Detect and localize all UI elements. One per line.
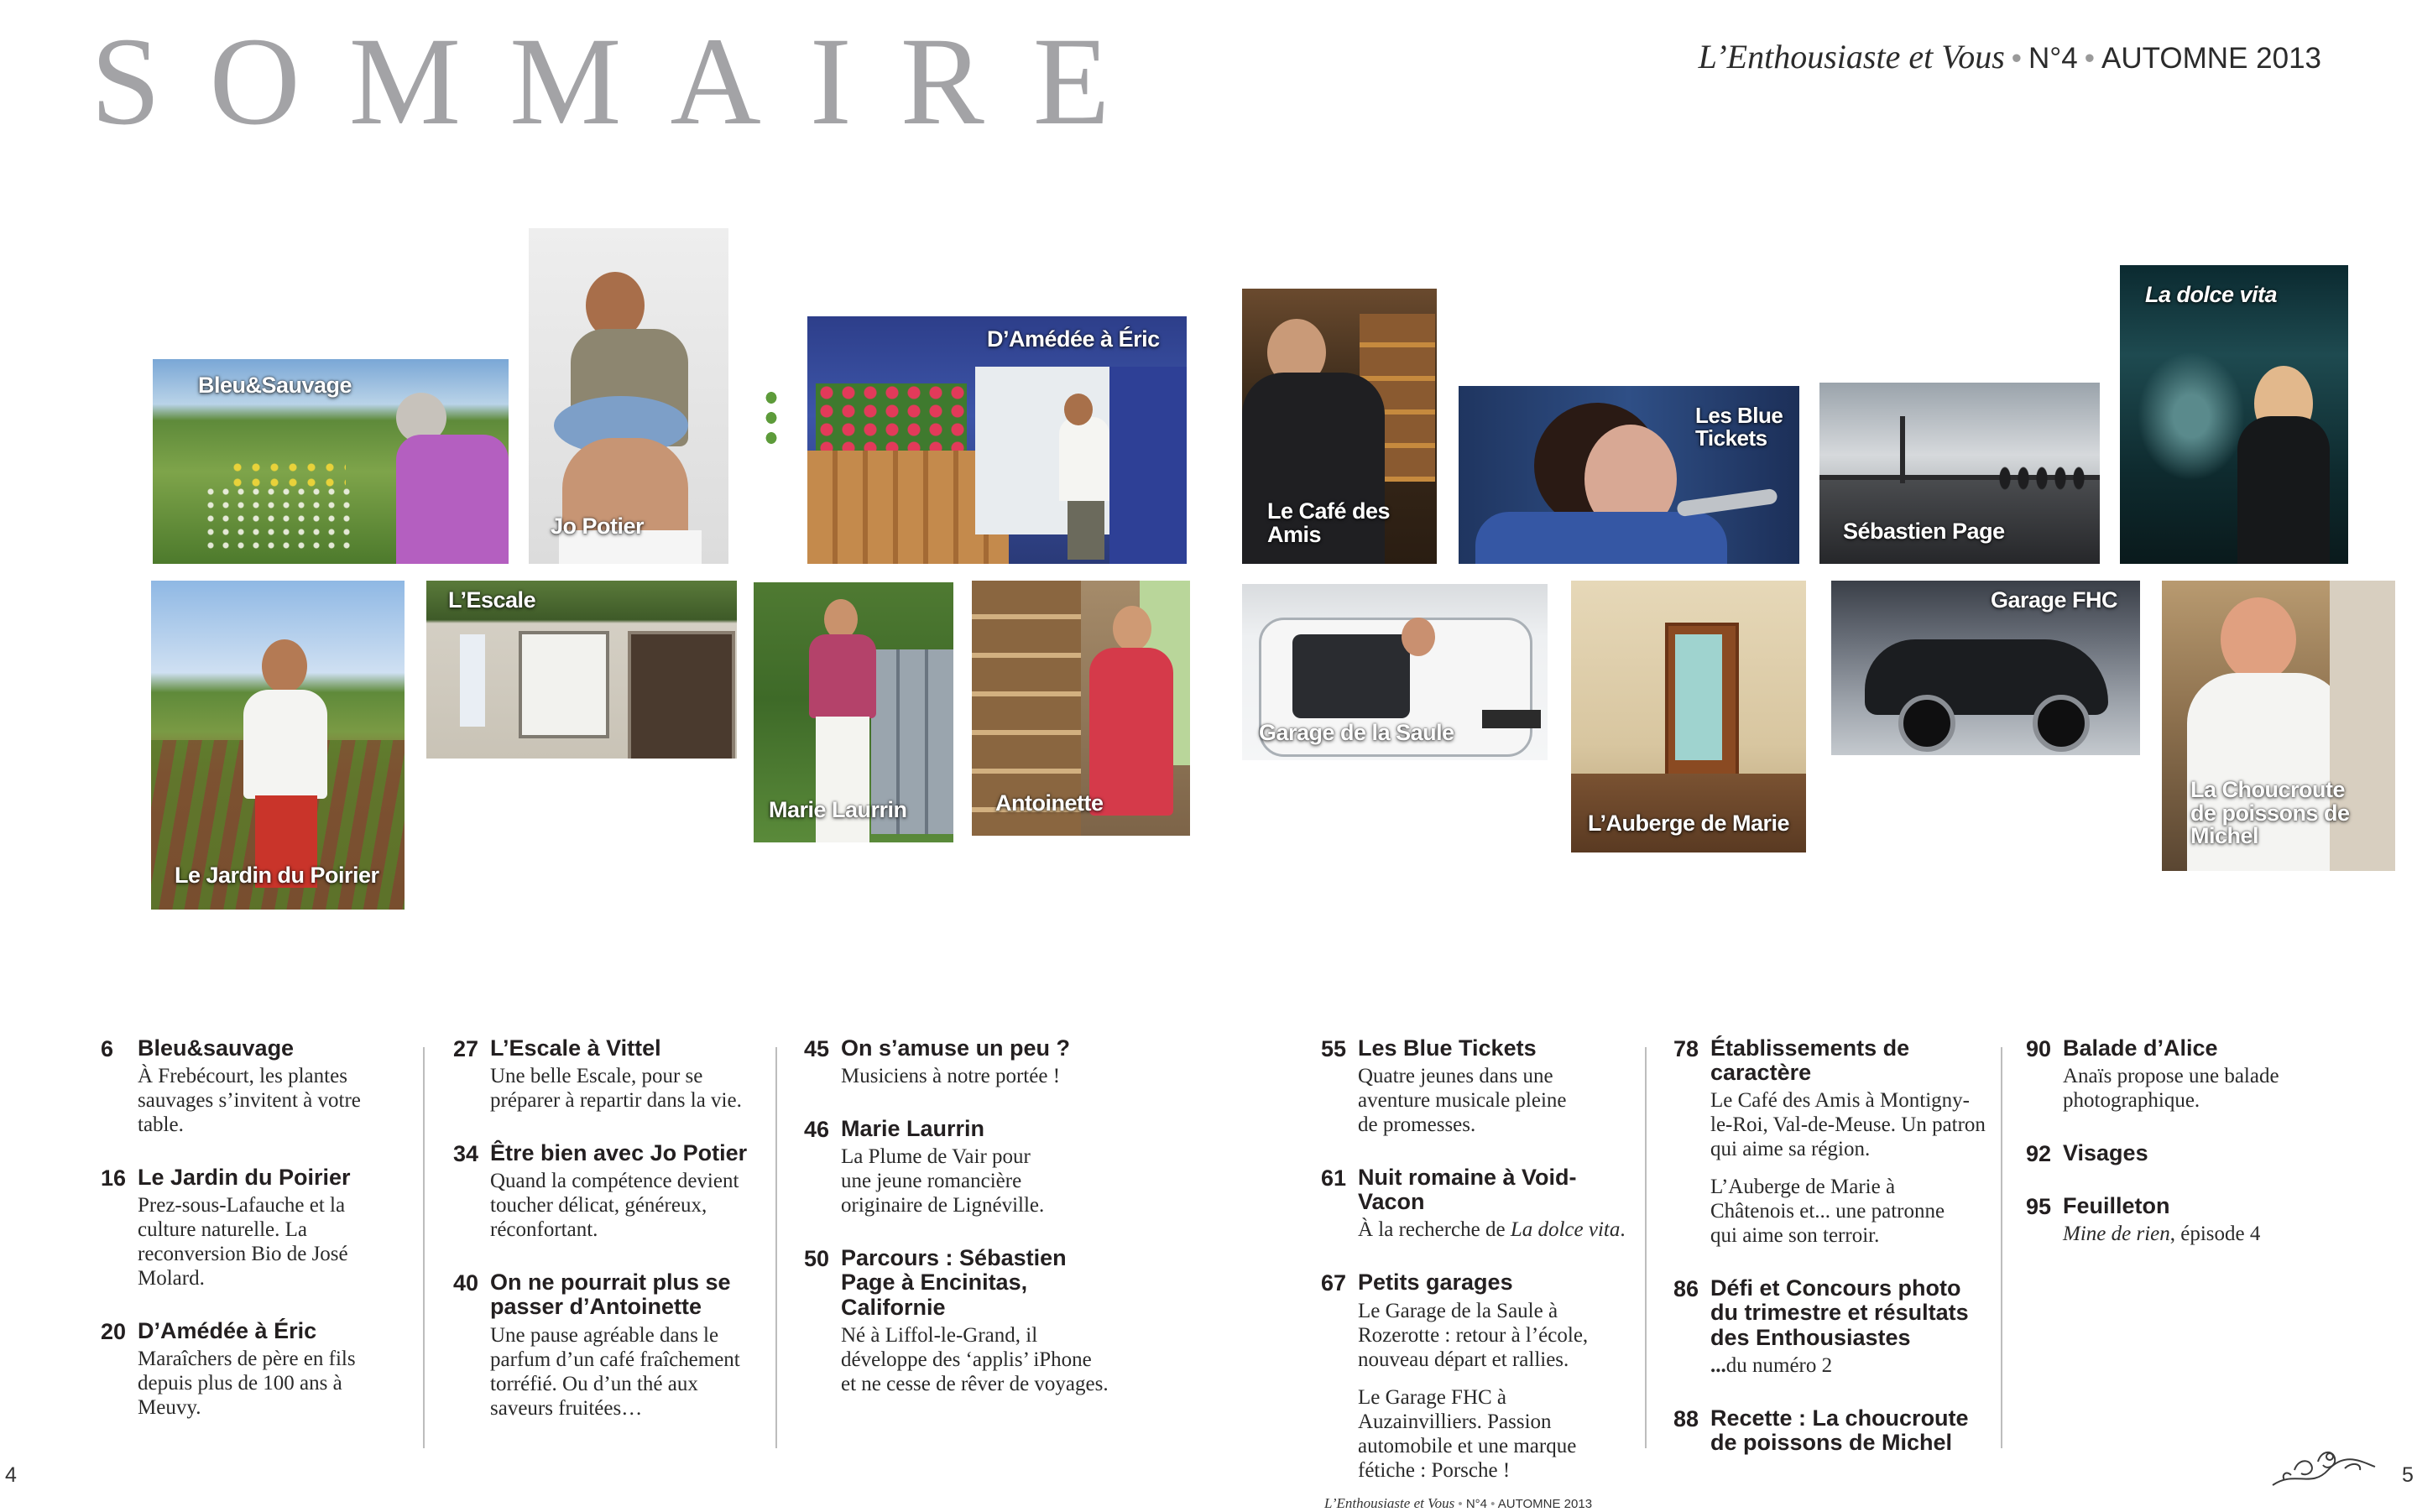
photo-garage-fhc[interactable] bbox=[1831, 581, 2140, 755]
page-number-left: 4 bbox=[5, 1463, 17, 1487]
toc-column-5 bbox=[1673, 1036, 1992, 1483]
entry-heading: Feuilleton bbox=[2063, 1193, 2170, 1219]
description-text: , épisode 4 bbox=[2169, 1223, 2261, 1246]
toc-entry[interactable] bbox=[2026, 1036, 2328, 1113]
issue-season: AUTOMNE 2013 bbox=[2101, 42, 2321, 75]
entry-description: Maraîchers de père en fils depuis plus de 100 ans à Meuvy. bbox=[138, 1348, 356, 1420]
page-number: 34 bbox=[453, 1141, 479, 1167]
page-number: 61 bbox=[1321, 1165, 1347, 1191]
footer-magazine: L’Enthousiaste et Vous bbox=[1324, 1495, 1455, 1511]
photo-caption: L’Auberge de Marie bbox=[1588, 811, 1790, 836]
photo-caption: Le Jardin du Poirier bbox=[175, 863, 379, 888]
photo-caption: L’Escale bbox=[448, 587, 536, 613]
separator-dot: • bbox=[1458, 1497, 1463, 1511]
photo-caption: D’Amédée à Éric bbox=[987, 326, 1160, 352]
entry-heading: Balade d’Alice bbox=[2063, 1035, 2218, 1061]
photo-sebastien-page[interactable] bbox=[1819, 383, 2100, 564]
toc-entry[interactable] bbox=[453, 1141, 755, 1242]
magazine-name: L’Enthousiaste et Vous bbox=[1698, 38, 2005, 76]
description-text: du numéro 2 bbox=[1725, 1353, 1833, 1377]
photo-amedee-eric[interactable] bbox=[807, 316, 1187, 564]
entry-description: La Plume de Vair pour une jeune romancière originaire de Lignéville. bbox=[841, 1145, 1045, 1217]
toc-entry[interactable] bbox=[1321, 1036, 1640, 1137]
toc-column-1 bbox=[101, 1036, 403, 1448]
toc-entry[interactable] bbox=[1673, 1406, 1992, 1455]
entry-heading: Être bien avec Jo Potier bbox=[490, 1140, 748, 1166]
entry-description: Le Café des Amis à Montigny-le-Roi, Val-de-Meuse. Un patron qui aime sa région. bbox=[1710, 1089, 1986, 1161]
column-divider bbox=[2001, 1047, 2002, 1448]
photo-antoinette[interactable] bbox=[972, 581, 1190, 836]
entry-heading: Parcours : Sébastien Page à Encinitas, Californie bbox=[841, 1245, 1067, 1320]
column-divider bbox=[423, 1047, 425, 1448]
entry-description: Né à Liffol-le-Grand, il développe des ‘applis’ iPhone et ne cesse de rêver de voyages. bbox=[841, 1323, 1109, 1395]
toc-entry[interactable] bbox=[101, 1165, 403, 1290]
page-number: 20 bbox=[101, 1319, 127, 1345]
entry-description: Une belle Escale, pour se préparer à repartir dans la vie. bbox=[490, 1065, 742, 1113]
entry-description: Anaïs propose une balade photographique. bbox=[2063, 1065, 2279, 1113]
photo-caption: Jo Potier bbox=[551, 514, 645, 539]
photo-cafe-des-amis[interactable] bbox=[1242, 289, 1437, 564]
toc-entry[interactable] bbox=[101, 1036, 403, 1137]
photo-dolce-vita[interactable] bbox=[2120, 265, 2348, 564]
footer-issue: N°4 bbox=[1465, 1497, 1487, 1511]
separator-dot: • bbox=[2011, 42, 2023, 75]
page-number: 92 bbox=[2026, 1141, 2052, 1167]
entry-description: Prez-sous-Lafauche et la culture naturelle. La reconversion Bio de José Molard. bbox=[138, 1194, 348, 1290]
photo-caption: Marie Laurrin bbox=[769, 797, 907, 822]
page-number: 27 bbox=[453, 1036, 479, 1061]
entry-description: Quand la compétence devient toucher délicat, généreux, réconfortant. bbox=[490, 1170, 739, 1242]
entry-heading: Les Blue Tickets bbox=[1358, 1035, 1537, 1061]
photo-caption: Antoinette bbox=[995, 790, 1104, 816]
photo-marie-laurrin[interactable] bbox=[754, 582, 953, 842]
toc-entry[interactable] bbox=[1673, 1036, 1992, 1248]
page-title: SOMMAIRE bbox=[91, 12, 1159, 151]
photo-jo-potier[interactable] bbox=[529, 228, 728, 564]
masthead bbox=[1699, 37, 2321, 76]
entry-description: L’Auberge de Marie à Châtenois et... une patronne qui aime son terroir. bbox=[1710, 1176, 1945, 1248]
toc-column-3 bbox=[804, 1036, 1115, 1425]
photo-caption: Sébastien Page bbox=[1843, 519, 2005, 544]
photo-caption: Garage de la Saule bbox=[1259, 720, 1454, 745]
photo-caption: Le Café des Amis bbox=[1267, 498, 1391, 547]
page-number: 55 bbox=[1321, 1036, 1347, 1061]
page-number: 86 bbox=[1673, 1276, 1699, 1302]
photo-auberge-de-marie[interactable] bbox=[1571, 581, 1806, 852]
entry-description: Le Garage de la Saule à Rozerotte : retour à l’école, nouveau départ et rallies. bbox=[1358, 1299, 1589, 1371]
column-divider bbox=[775, 1047, 777, 1448]
photo-caption: La dolce vita bbox=[2145, 282, 2278, 307]
description-ellipsis: ... bbox=[1710, 1353, 1726, 1377]
entry-heading: D’Amédée à Éric bbox=[138, 1318, 317, 1344]
description-italic: La dolce vita bbox=[1510, 1218, 1621, 1242]
floral-ornament-icon bbox=[2269, 1436, 2378, 1495]
toc-entry[interactable] bbox=[804, 1036, 1115, 1088]
entry-heading: On s’amuse un peu ? bbox=[841, 1035, 1071, 1061]
page-number: 45 bbox=[804, 1036, 830, 1061]
entry-description: Une pause agréable dans le parfum d’un café fraîchement torréfié. Ou d’un thé aux saveurs fruitées… bbox=[490, 1323, 740, 1420]
photo-jardin-du-poirier[interactable] bbox=[151, 581, 405, 910]
photo-caption: La Choucroute de poissons de Michel bbox=[2190, 777, 2350, 849]
description-text: À la recherche de bbox=[1358, 1218, 1511, 1242]
toc-entry[interactable] bbox=[1321, 1270, 1640, 1482]
entry-heading: Visages bbox=[2063, 1140, 2148, 1166]
separator-dot: • bbox=[2084, 42, 2096, 75]
entry-heading: Bleu&sauvage bbox=[138, 1035, 295, 1061]
description-italic: Mine de rien bbox=[2063, 1223, 2170, 1246]
toc-entry[interactable] bbox=[453, 1036, 755, 1113]
toc-entry[interactable] bbox=[804, 1117, 1115, 1217]
toc-entry[interactable] bbox=[1321, 1165, 1640, 1242]
toc-entry[interactable] bbox=[2026, 1194, 2328, 1246]
page-number: 50 bbox=[804, 1246, 830, 1272]
separator-dot: • bbox=[1490, 1497, 1496, 1511]
entry-description bbox=[1358, 1217, 1640, 1242]
photo-garage-de-la-saule[interactable] bbox=[1242, 584, 1548, 760]
page-number: 16 bbox=[101, 1165, 127, 1191]
photo-blue-tickets[interactable] bbox=[1459, 386, 1799, 564]
toc-column-4 bbox=[1321, 1036, 1640, 1511]
entry-description: Le Garage FHC à Auzainvilliers. Passion automobile et une marque fétiche : Porsche ! bbox=[1358, 1385, 1577, 1482]
page-number: 40 bbox=[453, 1270, 479, 1296]
photo-caption: Bleu&Sauvage bbox=[198, 373, 352, 398]
entry-heading: Le Jardin du Poirier bbox=[138, 1165, 351, 1191]
page-number: 95 bbox=[2026, 1194, 2052, 1220]
column-divider bbox=[1645, 1047, 1647, 1448]
entry-heading: On ne pourrait plus se passer d’Antoinette bbox=[490, 1270, 731, 1320]
page-number-right: 5 bbox=[2402, 1463, 2414, 1487]
leaf-decoration bbox=[762, 388, 780, 446]
toc-entry[interactable] bbox=[1673, 1276, 1992, 1377]
entry-heading: Défi et Concours photo du trimestre et résultats des Enthousiastes bbox=[1710, 1275, 1969, 1350]
footer-season: AUTOMNE 2013 bbox=[1497, 1497, 1593, 1511]
entry-description: À Frebécourt, les plantes sauvages s’invitent à votre table. bbox=[138, 1065, 361, 1137]
toc-entry[interactable] bbox=[101, 1319, 403, 1420]
page-number: 67 bbox=[1321, 1270, 1347, 1296]
page-number: 46 bbox=[804, 1117, 830, 1143]
entry-heading: Marie Laurrin bbox=[841, 1116, 985, 1142]
entry-heading: L’Escale à Vittel bbox=[490, 1035, 661, 1061]
photo-bleu-sauvage[interactable] bbox=[153, 359, 509, 564]
toc-column-2 bbox=[453, 1036, 755, 1449]
issue-number: N°4 bbox=[2028, 42, 2078, 75]
entry-description: Quatre jeunes dans une aventure musicale pleine de promesses. bbox=[1358, 1065, 1567, 1137]
photo-caption: Garage FHC bbox=[1991, 587, 2118, 613]
entry-heading: Établissements de caractère bbox=[1710, 1035, 1910, 1086]
description-text: . bbox=[1620, 1218, 1626, 1242]
entry-heading: Nuit romaine à Void-Vacon bbox=[1358, 1165, 1577, 1215]
entry-description: Musiciens à notre portée ! bbox=[841, 1065, 1061, 1088]
page-number: 6 bbox=[101, 1036, 114, 1061]
page-number: 78 bbox=[1673, 1036, 1699, 1061]
photo-caption: Les Blue Tickets bbox=[1695, 403, 1783, 451]
entry-heading: Recette : La choucroute de poissons de Michel bbox=[1710, 1405, 1969, 1455]
toc-column-6 bbox=[2026, 1036, 2328, 1275]
footer-credit bbox=[1324, 1495, 1592, 1512]
toc-entry[interactable] bbox=[453, 1270, 755, 1420]
page-number: 90 bbox=[2026, 1036, 2052, 1061]
toc-entry[interactable] bbox=[804, 1246, 1115, 1395]
entry-description bbox=[1710, 1353, 1992, 1378]
page-number: 88 bbox=[1673, 1405, 1699, 1431]
photo-choucroute[interactable] bbox=[2162, 581, 2395, 871]
toc-entry[interactable] bbox=[2026, 1141, 2328, 1165]
entry-description bbox=[2063, 1222, 2328, 1246]
photo-escale[interactable] bbox=[426, 581, 737, 759]
entry-heading: Petits garages bbox=[1358, 1270, 1513, 1296]
